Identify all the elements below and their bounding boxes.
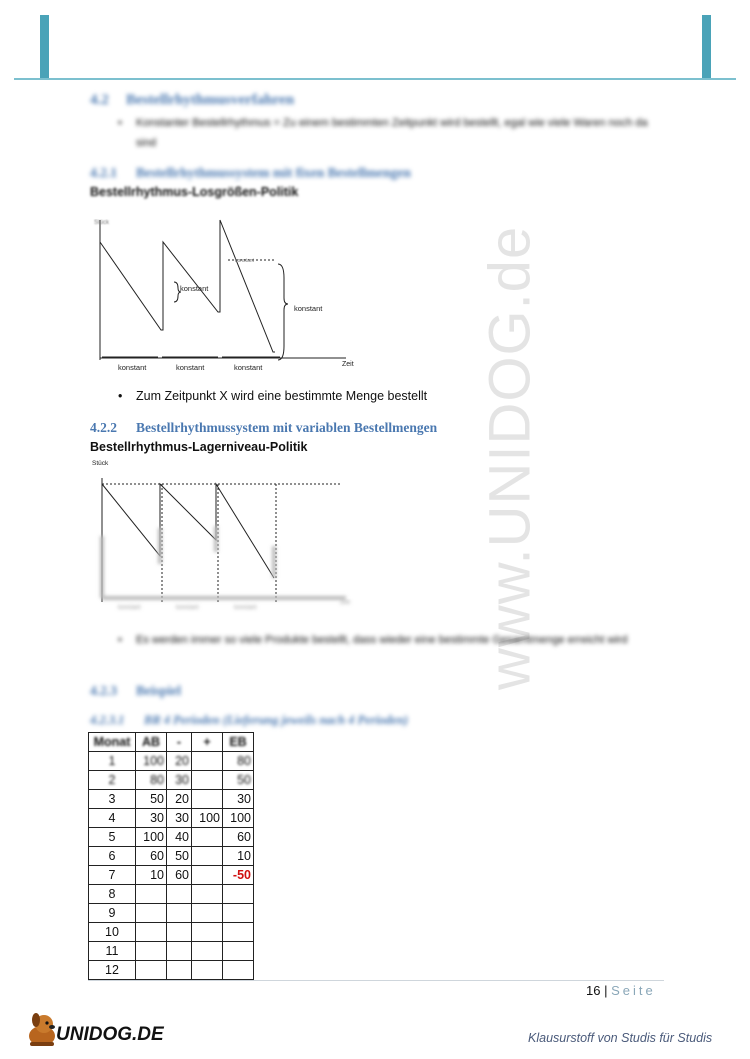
chart1-annot-mid: konstant <box>180 284 209 293</box>
table-cell: 3 <box>89 790 136 809</box>
page-separator: | <box>604 983 608 998</box>
table-cell <box>223 904 254 923</box>
table-header: AB <box>136 733 167 752</box>
header-bar-right <box>702 15 711 78</box>
table-row <box>89 866 254 885</box>
page-label: Seite <box>611 983 656 998</box>
table-cell: 10 <box>89 923 136 942</box>
table-cell <box>192 752 223 771</box>
table-cell: 30 <box>167 809 192 828</box>
section-title: Bestellrhythmusverfahren <box>126 92 295 108</box>
table-cell <box>167 923 192 942</box>
table-cell: 80 <box>136 771 167 790</box>
table-cell <box>136 942 167 961</box>
table-row <box>89 942 254 961</box>
table-cell <box>192 866 223 885</box>
table-cell <box>223 942 254 961</box>
inventory-table <box>88 732 254 980</box>
chart1-annot-right: konstant <box>294 304 323 313</box>
table-cell <box>192 828 223 847</box>
section-number: 4.2.2 <box>90 420 117 435</box>
table-cell: 7 <box>89 866 136 885</box>
table-header: - <box>167 733 192 752</box>
table-cell: 10 <box>223 847 254 866</box>
section-heading-4-2-3 <box>90 683 181 699</box>
table-row <box>89 885 254 904</box>
table-cell: 1 <box>89 752 136 771</box>
chart2-x-label: Zeit <box>340 600 351 606</box>
section-number: 4.2 <box>90 92 109 108</box>
table-cell: 50 <box>167 847 192 866</box>
table-cell: 4 <box>89 809 136 828</box>
table-cell: 30 <box>223 790 254 809</box>
table-header: EB <box>223 733 254 752</box>
page-number-value: 16 <box>586 983 601 998</box>
table-row <box>89 904 254 923</box>
table-row <box>89 790 254 809</box>
table-cell: 2 <box>89 771 136 790</box>
table-row <box>89 752 254 771</box>
chart1-x-seg-label: konstant <box>176 363 205 372</box>
table-cell: 60 <box>223 828 254 847</box>
table-cell: 80 <box>223 752 254 771</box>
section-heading-4-2-3-1 <box>90 713 408 728</box>
table-cell <box>167 942 192 961</box>
chart2-y-label: Stück <box>92 460 109 467</box>
table-row <box>89 847 254 866</box>
table-cell <box>136 923 167 942</box>
chart2-x-seg-label: konstant <box>118 605 141 611</box>
table-cell: 20 <box>167 752 192 771</box>
table-cell: 50 <box>223 771 254 790</box>
table-cell: 20 <box>167 790 192 809</box>
table-cell: 100 <box>223 809 254 828</box>
table-header: Monat <box>89 733 136 752</box>
table-row <box>89 809 254 828</box>
table-cell <box>136 961 167 980</box>
table-row <box>89 923 254 942</box>
table-header-row <box>89 733 254 752</box>
bullet-constant-rhythm: • Konstanter Bestellrhythmus = Zu einem bestimmten Zeitpunkt wird bestellt, egal wie viele Waren noch da sind <box>136 113 656 153</box>
bullet-fixed-quantity: • Zum Zeitpunkt X wird eine bestimmte Menge bestellt <box>136 386 427 406</box>
table-cell: 60 <box>167 866 192 885</box>
chart-variable-order-quantity <box>88 456 368 616</box>
chart1-x-seg-label: konstant <box>118 363 147 372</box>
chart1-x-seg-label: konstant <box>234 363 263 372</box>
subheading-lagerniveau-politik: Bestellrhythmus-Lagerniveau-Politik <box>90 440 308 454</box>
table-cell: 5 <box>89 828 136 847</box>
table-cell <box>192 961 223 980</box>
footer-rule <box>88 980 664 981</box>
header-rule <box>14 78 736 80</box>
table-cell <box>192 790 223 809</box>
chart2-x-seg-label: konstant <box>176 605 199 611</box>
table-cell <box>136 904 167 923</box>
table-cell <box>192 885 223 904</box>
table-header: + <box>192 733 223 752</box>
table-cell: 50 <box>136 790 167 809</box>
section-heading-4-2 <box>90 92 294 109</box>
section-title: Bestellrhythmussystem mit variablen Bestellmengen <box>136 420 438 435</box>
table-cell <box>136 885 167 904</box>
table-cell <box>192 923 223 942</box>
section-heading-4-2-2 <box>90 420 437 436</box>
table-row <box>89 828 254 847</box>
chart1-annot-top: konstant <box>235 258 254 264</box>
chart2-stock-line <box>102 484 274 578</box>
page-number <box>586 983 656 998</box>
table-row <box>89 961 254 980</box>
section-title: Beispiel <box>136 683 182 698</box>
table-cell: 11 <box>89 942 136 961</box>
chart2-x-seg-label: konstant <box>234 605 257 611</box>
section-title: BR 4 Perioden (Lieferung jeweils nach 4 Perioden) <box>144 713 409 727</box>
table-cell <box>192 847 223 866</box>
header-bar-left <box>40 15 49 78</box>
bullet-target-level: • Es werden immer so viele Produkte bestellt, dass wieder eine bestimmte Gesamtmenge erreicht wird <box>136 630 656 650</box>
logo-wordmark[interactable]: UNIDOG.DE <box>56 1024 164 1045</box>
section-title: Bestellrhythmussystem mit fixen Bestellmengen <box>136 165 411 180</box>
table-cell <box>167 904 192 923</box>
table-cell <box>192 904 223 923</box>
watermark: www.UNIDOG.de <box>477 225 543 690</box>
table-cell <box>167 885 192 904</box>
table-cell <box>223 961 254 980</box>
table-cell <box>192 942 223 961</box>
table-cell: 100 <box>136 752 167 771</box>
section-heading-4-2-1 <box>90 165 411 181</box>
footer-tagline: Klausurstoff von Studis für Studis <box>528 1031 713 1045</box>
table-cell: 30 <box>136 809 167 828</box>
section-number: 4.2.3 <box>90 683 117 698</box>
table-row <box>89 771 254 790</box>
table-cell: 60 <box>136 847 167 866</box>
table-cell <box>167 961 192 980</box>
chart1-brace-right <box>278 264 288 360</box>
table-cell: 100 <box>192 809 223 828</box>
chart-fixed-order-quantity <box>88 212 378 374</box>
table-cell: 40 <box>167 828 192 847</box>
table-cell <box>223 923 254 942</box>
table-cell: 100 <box>136 828 167 847</box>
table-cell: 10 <box>136 866 167 885</box>
table-cell: -50 <box>223 866 254 885</box>
chart1-y-label: Stück <box>94 220 110 226</box>
section-number: 4.2.1 <box>90 165 117 180</box>
table-cell: 12 <box>89 961 136 980</box>
table-cell <box>192 771 223 790</box>
table-cell: 30 <box>167 771 192 790</box>
section-number: 4.2.3.1 <box>90 713 125 727</box>
chart1-x-label: Zeit <box>342 361 354 368</box>
table-cell: 9 <box>89 904 136 923</box>
table-cell: 6 <box>89 847 136 866</box>
subheading-losgroessen-politik: Bestellrhythmus-Losgrößen-Politik <box>90 185 299 199</box>
table-cell <box>223 885 254 904</box>
table-cell: 8 <box>89 885 136 904</box>
